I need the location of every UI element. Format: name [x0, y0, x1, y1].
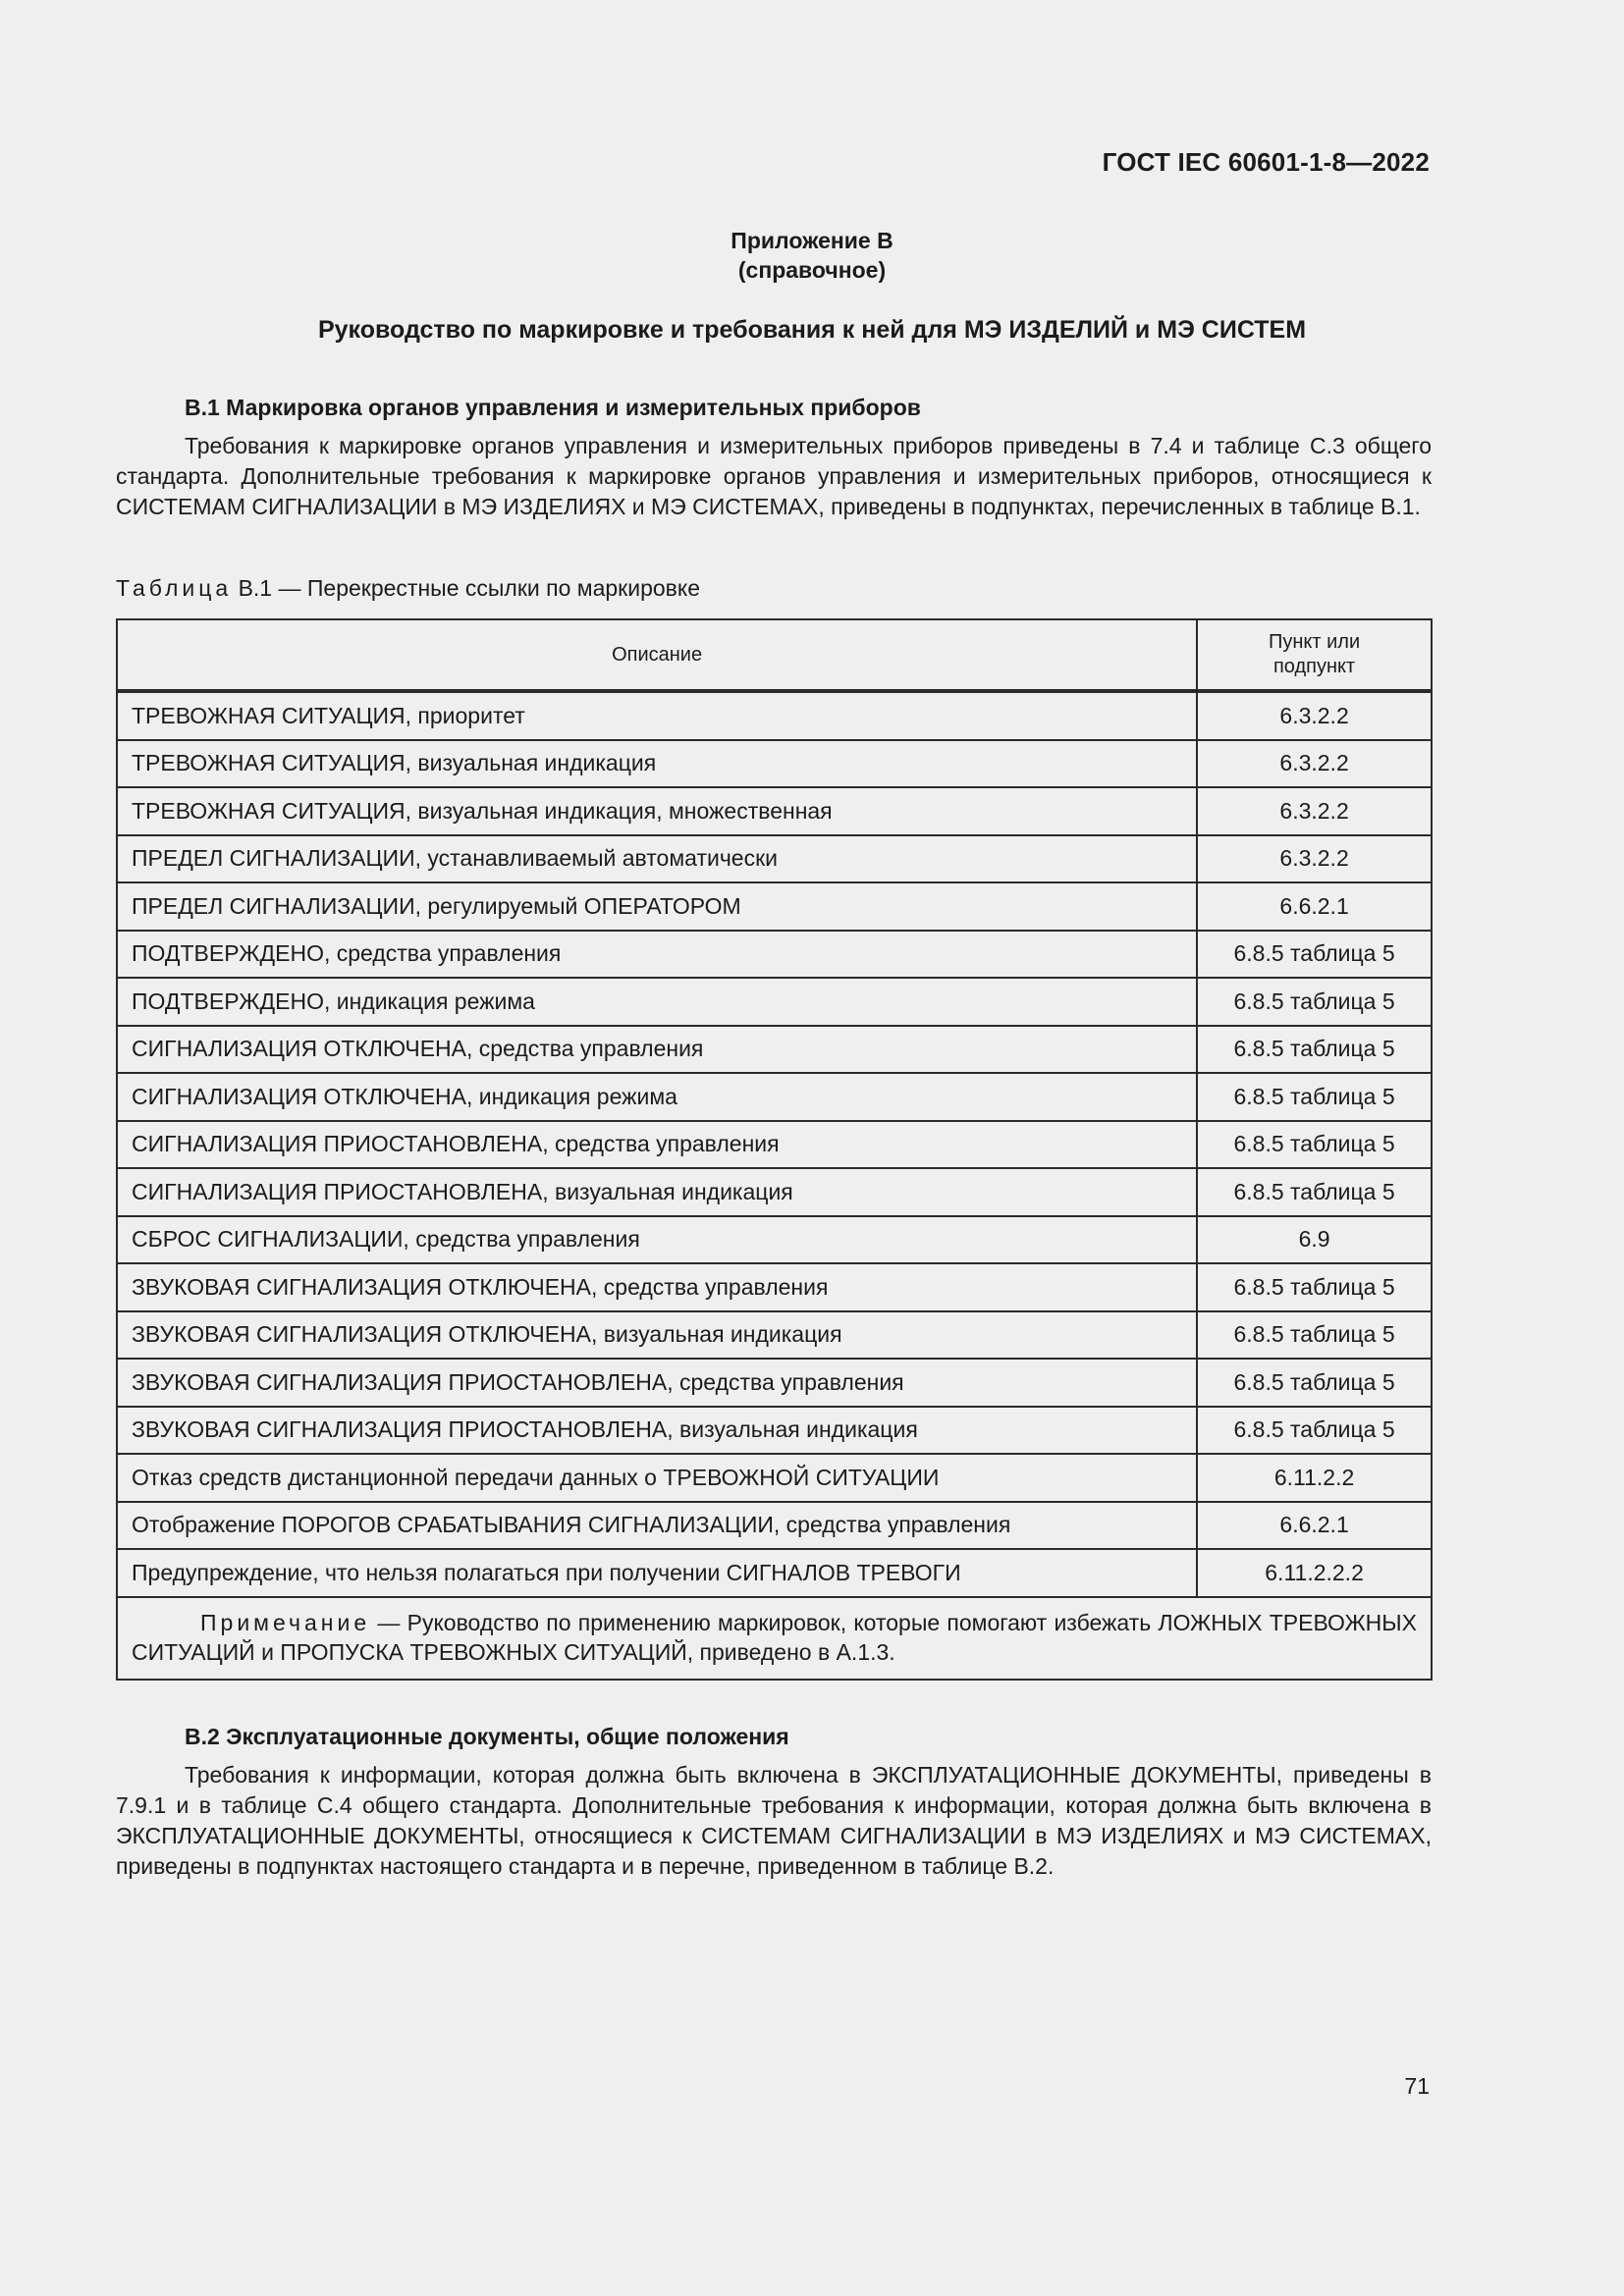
- row-description: СИГНАЛИЗАЦИЯ ОТКЛЮЧЕНА, индикация режима: [117, 1073, 1197, 1121]
- table-header-row: [117, 619, 1432, 691]
- row-description: СИГНАЛИЗАЦИЯ ОТКЛЮЧЕНА, средства управления: [117, 1026, 1197, 1074]
- table-row: [117, 1263, 1432, 1311]
- row-reference: 6.3.2.2: [1197, 691, 1432, 740]
- row-description: ЗВУКОВАЯ СИГНАЛИЗАЦИЯ ПРИОСТАНОВЛЕНА, средства управления: [117, 1359, 1197, 1407]
- table-row: [117, 1359, 1432, 1407]
- table-note: [117, 1597, 1432, 1680]
- row-description: ТРЕВОЖНАЯ СИТУАЦИЯ, приоритет: [117, 691, 1197, 740]
- table-body: [117, 691, 1432, 1597]
- table-note-row: [117, 1597, 1432, 1680]
- row-reference: 6.3.2.2: [1197, 835, 1432, 883]
- table-row: [117, 1407, 1432, 1455]
- table-row: [117, 1121, 1432, 1169]
- row-description: СБРОС СИГНАЛИЗАЦИИ, средства управления: [117, 1216, 1197, 1264]
- note-label: Примечание: [200, 1609, 371, 1635]
- row-description: СИГНАЛИЗАЦИЯ ПРИОСТАНОВЛЕНА, визуальная индикация: [117, 1168, 1197, 1216]
- table-row: [117, 1311, 1432, 1360]
- annex-heading: [0, 226, 1624, 285]
- table-row: [117, 1216, 1432, 1264]
- row-reference: 6.8.5 таблица 5: [1197, 931, 1432, 979]
- row-reference: 6.6.2.1: [1197, 882, 1432, 931]
- row-description: Отказ средств дистанционной передачи данных о ТРЕВОЖНОЙ СИТУАЦИИ: [117, 1454, 1197, 1502]
- row-reference: 6.8.5 таблица 5: [1197, 978, 1432, 1026]
- row-reference: 6.8.5 таблица 5: [1197, 1121, 1432, 1169]
- table-row: [117, 740, 1432, 788]
- table-row: [117, 1168, 1432, 1216]
- table-caption-text: В.1 — Перекрестные ссылки по маркировке: [238, 575, 700, 601]
- table-row: [117, 1454, 1432, 1502]
- table-row: [117, 931, 1432, 979]
- section-b2-text: Требования к информации, которая должна быть включена в ЭКСПЛУАТАЦИОННЫЕ ДОКУМЕНТЫ, приведены в 7.9.1 и в таблице С.4 общего стандарта. Дополнительные требования к информации, которая должна быть включена в ЭКСПЛУАТАЦИОННЫЕ ДОКУМЕНТЫ, относящиеся к СИСТЕМАМ СИГНАЛИЗАЦИИ в МЭ ИЗДЕЛИЯХ и МЭ СИСТЕМАХ, приведены в подпунктах настоящего стандарта и в перечне, приведенном в таблице В.2.: [116, 1762, 1432, 1879]
- table-row: [117, 978, 1432, 1026]
- standard-code: ГОСТ IEC 60601-1-8—2022: [1102, 147, 1430, 177]
- row-description: ЗВУКОВАЯ СИГНАЛИЗАЦИЯ ОТКЛЮЧЕНА, средства управления: [117, 1263, 1197, 1311]
- row-description: ПРЕДЕЛ СИГНАЛИЗАЦИИ, устанавливаемый автоматически: [117, 835, 1197, 883]
- row-description: СИГНАЛИЗАЦИЯ ПРИОСТАНОВЛЕНА, средства управления: [117, 1121, 1197, 1169]
- row-description: ТРЕВОЖНАЯ СИТУАЦИЯ, визуальная индикация: [117, 740, 1197, 788]
- row-reference: 6.8.5 таблица 5: [1197, 1263, 1432, 1311]
- row-description: ПРЕДЕЛ СИГНАЛИЗАЦИИ, регулируемый ОПЕРАТОРОМ: [117, 882, 1197, 931]
- annex-title: Руководство по маркировке и требования к ней для МЭ ИЗДЕЛИЙ и МЭ СИСТЕМ: [317, 316, 1307, 344]
- row-description: Отображение ПОРОГОВ СРАБАТЫВАНИЯ СИГНАЛИЗАЦИИ, средства управления: [117, 1502, 1197, 1550]
- table-row: [117, 835, 1432, 883]
- row-reference: 6.8.5 таблица 5: [1197, 1407, 1432, 1455]
- page-number: 71: [1404, 2073, 1430, 2099]
- table-row: [117, 691, 1432, 740]
- section-b1-heading: В.1 Маркировка органов управления и измерительных приборов: [185, 395, 921, 420]
- row-description: ПОДТВЕРЖДЕНО, индикация режима: [117, 978, 1197, 1026]
- row-reference: 6.8.5 таблица 5: [1197, 1026, 1432, 1074]
- row-description: Предупреждение, что нельзя полагаться при получении СИГНАЛОВ ТРЕВОГИ: [117, 1549, 1197, 1597]
- row-description: ЗВУКОВАЯ СИГНАЛИЗАЦИЯ ПРИОСТАНОВЛЕНА, визуальная индикация: [117, 1407, 1197, 1455]
- column-header-description: Описание: [117, 619, 1197, 691]
- annex-kind: (справочное): [737, 257, 887, 283]
- table-row: [117, 787, 1432, 835]
- table-caption: [116, 575, 700, 602]
- row-reference: 6.8.5 таблица 5: [1197, 1311, 1432, 1360]
- row-reference: 6.3.2.2: [1197, 787, 1432, 835]
- section-b2-heading: В.2 Эксплуатационные документы, общие положения: [185, 1724, 789, 1749]
- column-header-reference: Пункт или подпункт: [1197, 619, 1432, 691]
- row-reference: 6.6.2.1: [1197, 1502, 1432, 1550]
- row-reference: 6.8.5 таблица 5: [1197, 1073, 1432, 1121]
- table-row: [117, 882, 1432, 931]
- table-caption-word: Таблица: [116, 575, 233, 601]
- section-b2: [116, 1722, 1432, 1882]
- row-description: ТРЕВОЖНАЯ СИТУАЦИЯ, визуальная индикация, множественная: [117, 787, 1197, 835]
- row-reference: 6.8.5 таблица 5: [1197, 1359, 1432, 1407]
- row-reference: 6.8.5 таблица 5: [1197, 1168, 1432, 1216]
- note-text: — Руководство по применению маркировок, которые помогают избежать ЛОЖНЫХ ТРЕВОЖНЫХ СИТУАЦИЙ и ПРОПУСКА ТРЕВОЖНЫХ СИТУАЦИЙ, приведено в А.1.3.: [132, 1609, 1417, 1665]
- row-reference: 6.11.2.2.2: [1197, 1549, 1432, 1597]
- row-reference: 6.11.2.2: [1197, 1454, 1432, 1502]
- table-row: [117, 1026, 1432, 1074]
- row-description: ЗВУКОВАЯ СИГНАЛИЗАЦИЯ ОТКЛЮЧЕНА, визуальная индикация: [117, 1311, 1197, 1360]
- annex-label: Приложение В: [731, 228, 893, 253]
- cross-reference-table: [116, 618, 1433, 1681]
- table-row: [117, 1502, 1432, 1550]
- table-row: [117, 1549, 1432, 1597]
- table-row: [117, 1073, 1432, 1121]
- row-description: ПОДТВЕРЖДЕНО, средства управления: [117, 931, 1197, 979]
- section-b1-text: Требования к маркировке органов управления и измерительных приборов приведены в 7.4 и таблице С.3 общего стандарта. Дополнительные требования к маркировке органов управления и измерительных приборов, относящиеся к СИСТЕМАМ СИГНАЛИЗАЦИИ в МЭ ИЗДЕЛИЯХ и МЭ СИСТЕМАХ, приведены в подпунктах, перечисленных в таблице В.1.: [116, 433, 1432, 519]
- section-b1: [116, 393, 1432, 522]
- row-reference: 6.3.2.2: [1197, 740, 1432, 788]
- row-reference: 6.9: [1197, 1216, 1432, 1264]
